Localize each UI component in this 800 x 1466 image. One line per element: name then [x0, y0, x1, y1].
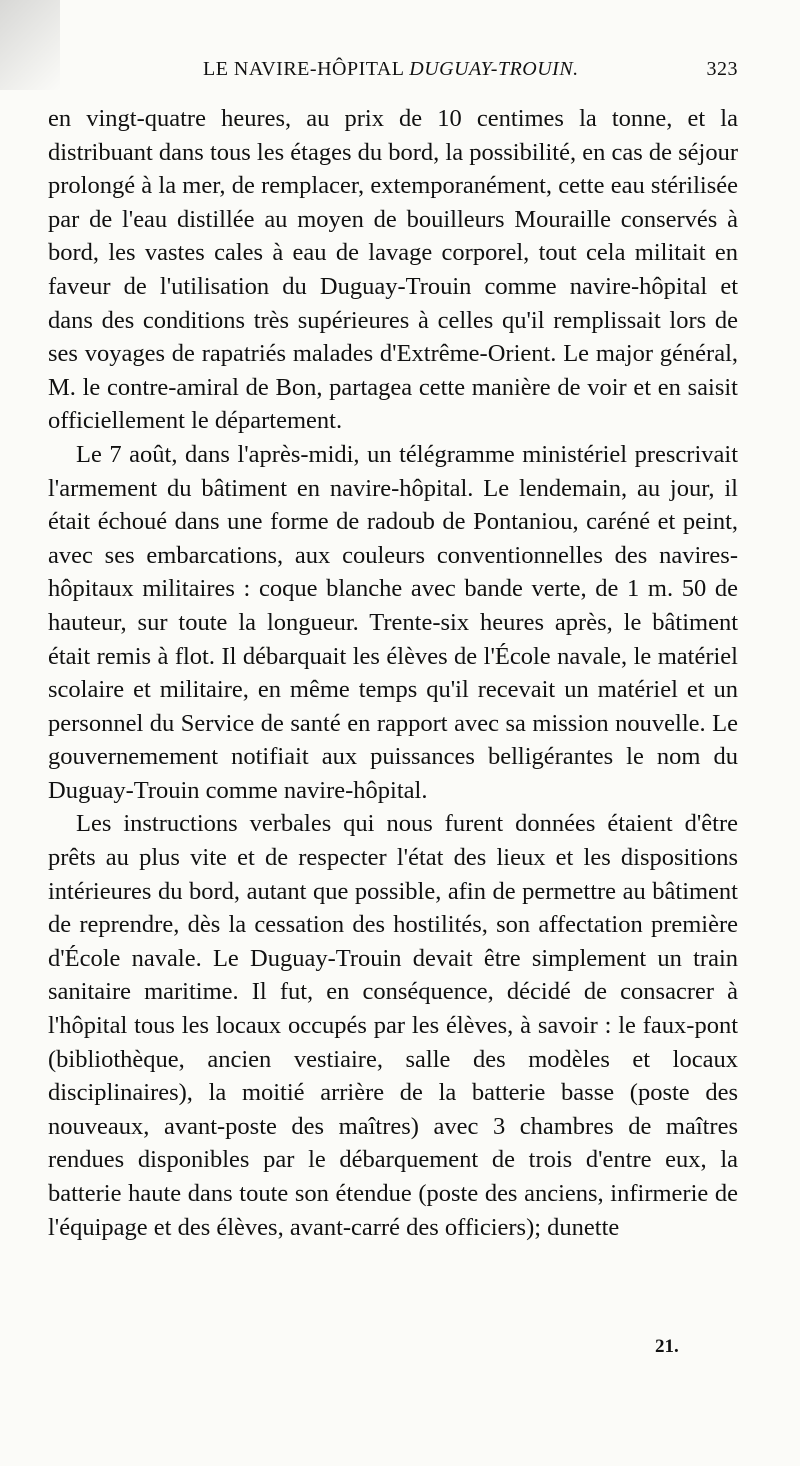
paragraph-2: Le 7 août, dans l'après-midi, un télégramme ministériel prescrivait l'armement du bâtiment en navire-hôpital. Le lendemain, au jour, il était échoué dans une forme de radoub de Pontaniou, caréné et peint, avec ses embarcations, aux couleurs conventionnelles des navires-hôpitaux militaires : coque blanche avec bande verte, de 1 m. 50 de hauteur, sur toute la longueur. Trente-six heures après, le bâtiment était remis à flot. Il débarquait les élèves de l'École navale, le matériel scolaire et militaire, en même temps qu'il recevait un matériel et un personnel du Service de santé en rapport avec sa mission nouvelle. Le gouvernemement notifiait aux puissances belligérantes le nom du Duguay-Trouin comme navire-hôpital.	[48, 440, 738, 804]
running-title	[203, 58, 579, 81]
body-text	[48, 102, 738, 1244]
paragraph-1: en vingt-quatre heures, au prix de 10 centimes la tonne, et la distribuant dans tous les étages du bord, la possibilité, en cas de séjour prolongé à la mer, de remplacer, extemporanément, cette eau stérilisée par de l'eau distillée au moyen de bouilleurs Mouraille conservés à bord, les vastes cales à eau de lavage corporel, tout cela militait en faveur de l'utilisation du Duguay-Trouin comme navire-hôpital et dans des conditions très supérieures à celles qu'il remplissait lors de ses voyages de rapatriés malades d'Extrême-Orient. Le major général, M. le contre-amiral de Bon, partagea cette manière de voir et en saisit officiellement le département.	[48, 105, 738, 435]
paragraph-3: Les instructions verbales qui nous furent données étaient d'être prêts au plus vite et de respecter l'état des lieux et les dispositions intérieures du bord, autant que possible, afin de permettre au bâtiment de reprendre, dès la cessation des hostilités, son affectation première d'École navale. Le Duguay-Trouin devait être simplement un train sanitaire maritime. Il fut, en conséquence, décidé de consacrer à l'hôpital tous les locaux occupés par les élèves, à savoir : le faux-pont (bibliothèque, ancien vestiaire, salle des modèles et locaux disciplinaires), la moitié arrière de la batterie basse (poste des nouveaux, avant-poste des maîtres) avec 3 chambres de maîtres rendues disponibles par le débarquement de trois d'entre eux, la batterie haute dans toute son étendue (poste des anciens, infirmerie de l'équipage et des élèves, avant-carré des officiers); dunette	[48, 810, 738, 1241]
running-title-text: LE NAVIRE-HÔPITAL	[203, 58, 404, 80]
page-header	[48, 58, 738, 90]
signature-mark: 21.	[655, 1336, 679, 1357]
running-title-ship: DUGUAY-TROUIN.	[409, 58, 579, 80]
page-number: 323	[706, 58, 738, 80]
